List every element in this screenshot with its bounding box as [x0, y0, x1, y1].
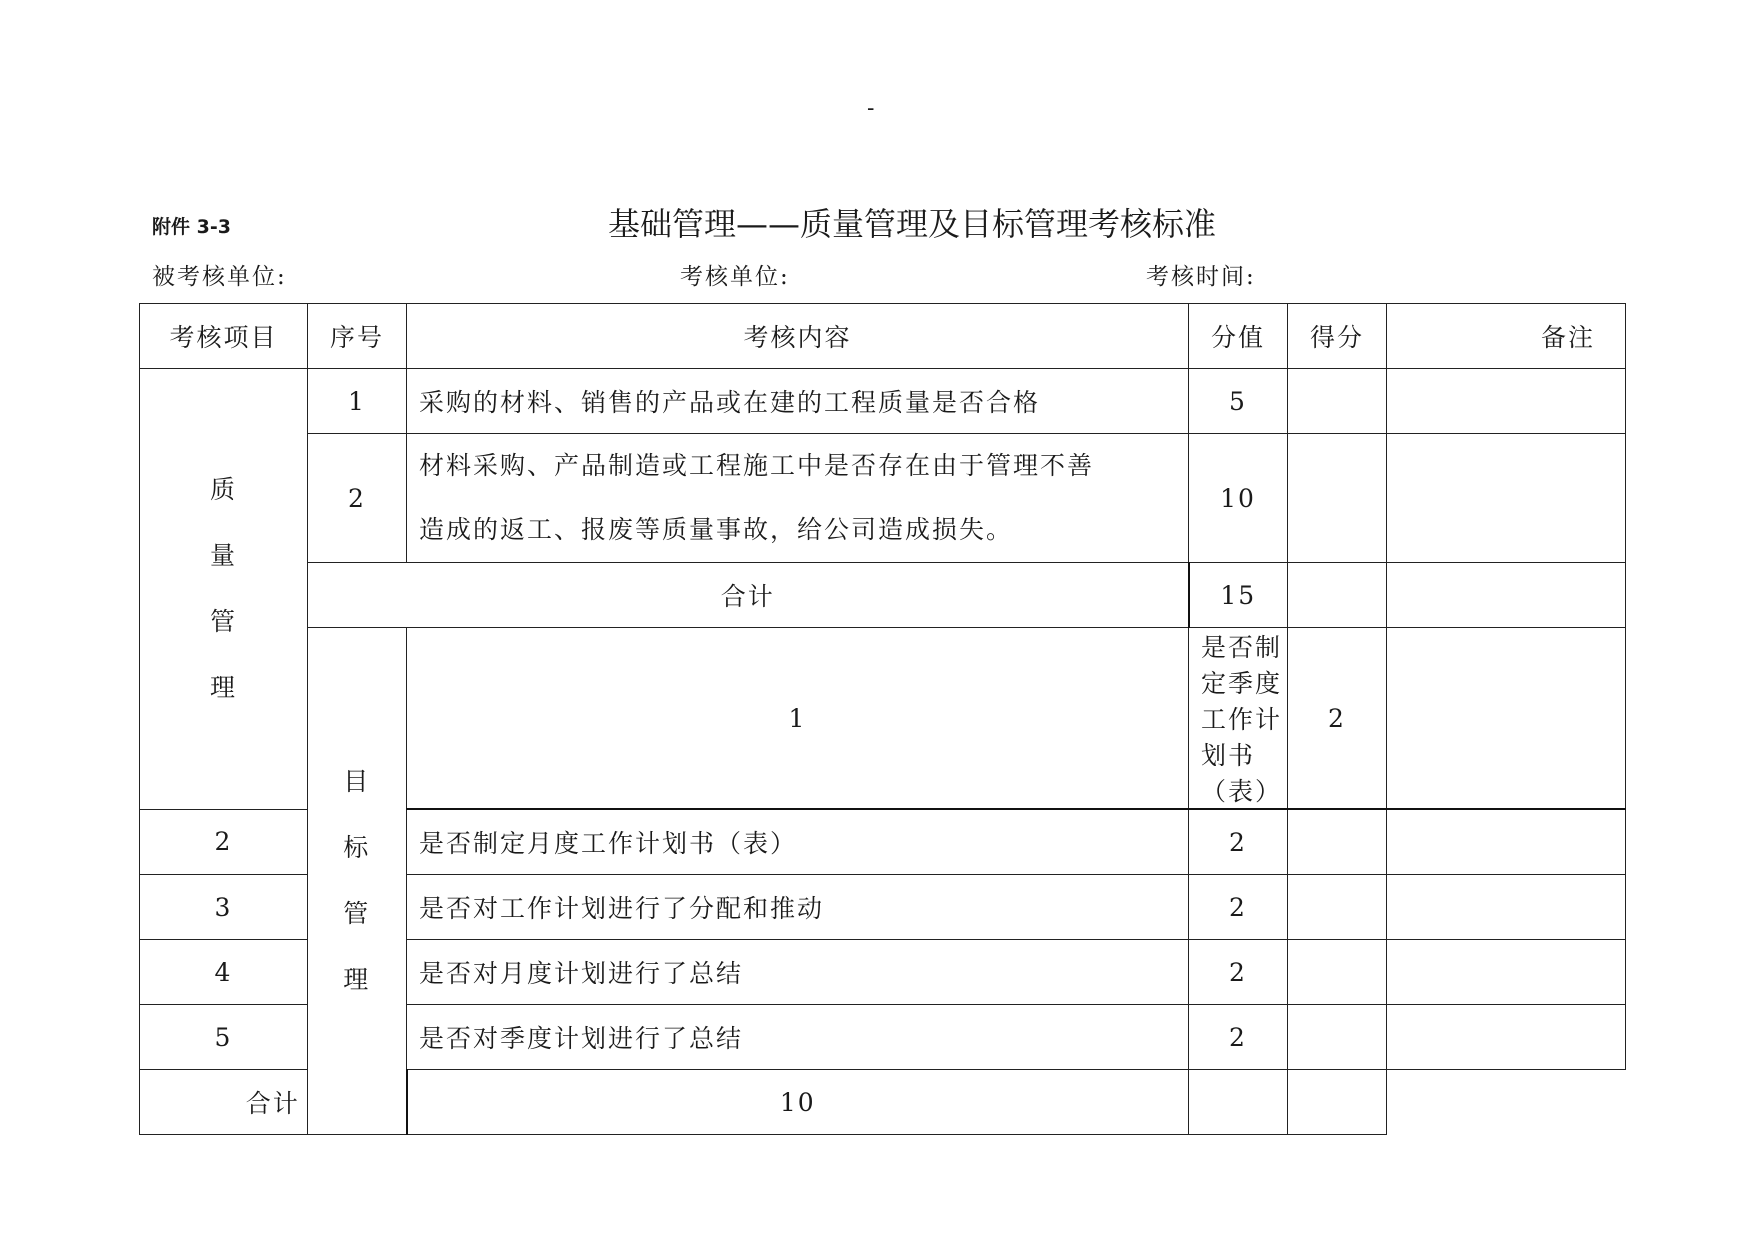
row-number: 1	[407, 628, 1189, 810]
row-score-cell[interactable]	[1288, 875, 1387, 940]
table-row	[140, 628, 1626, 810]
row-number: 5	[140, 1005, 308, 1070]
row-score-cell[interactable]	[1387, 628, 1626, 810]
total-score-cell[interactable]	[1189, 1070, 1288, 1135]
row-remarks-cell[interactable]	[1387, 434, 1626, 563]
row-points: 2	[1189, 1005, 1288, 1070]
attachment-label: 附件 3-3	[152, 216, 231, 238]
header-points: 分值	[1189, 304, 1288, 369]
row-remarks-cell[interactable]	[1387, 809, 1626, 875]
row-content: 是否对工作计划进行了分配和推动	[407, 875, 1189, 940]
row-number: 3	[140, 875, 308, 940]
row-number: 1	[308, 369, 407, 434]
row-points: 2	[1189, 940, 1288, 1005]
header-score: 得分	[1288, 304, 1387, 369]
total-points: 10	[407, 1070, 1189, 1135]
row-content: 是否制定月度工作计划书（表）	[407, 809, 1189, 875]
row-content: 是否对月度计划进行了总结	[407, 940, 1189, 1005]
row-remarks-cell[interactable]	[1387, 369, 1626, 434]
row-points: 2	[1189, 809, 1288, 875]
row-content: 采购的材料、销售的产品或在建的工程质量是否合格	[407, 369, 1189, 434]
row-points: 10	[1189, 434, 1288, 563]
document-title: 基础管理——质量管理及目标管理考核标准	[607, 205, 1216, 243]
page-dash: -	[867, 96, 875, 121]
category-char: 标	[343, 833, 371, 862]
row-remarks-cell[interactable]	[1387, 875, 1626, 940]
row-remarks-cell[interactable]	[1387, 1005, 1626, 1070]
category-char: 管	[343, 899, 371, 928]
category-char: 管	[209, 606, 237, 636]
table-row	[140, 434, 1626, 563]
category-char: 质	[209, 474, 237, 504]
row-score-cell[interactable]	[1288, 434, 1387, 563]
row-score-cell[interactable]	[1288, 809, 1387, 875]
row-content: 是否对季度计划进行了总结	[407, 1005, 1189, 1070]
row-remarks-cell[interactable]	[1387, 940, 1626, 1005]
row-points: 2	[1189, 875, 1288, 940]
row-score-cell[interactable]	[1288, 1005, 1387, 1070]
total-remarks-cell[interactable]	[1387, 563, 1626, 628]
row-content: 是否制定季度工作计划书（表）	[1189, 628, 1288, 810]
category-char: 量	[209, 540, 237, 570]
category-char: 理	[343, 965, 371, 994]
row-number: 4	[140, 940, 308, 1005]
assessor-unit-label: 考核单位:	[680, 264, 790, 290]
assessed-unit-label: 被考核单位:	[152, 264, 287, 290]
category-target	[308, 628, 407, 1135]
category-quality	[140, 369, 308, 810]
category-char: 理	[209, 672, 237, 702]
total-row	[140, 1070, 1626, 1135]
row-content	[407, 434, 1189, 563]
assessment-table	[139, 303, 1626, 1135]
table-row	[140, 369, 1626, 434]
row-points: 5	[1189, 369, 1288, 434]
total-label: 合计	[308, 563, 1189, 628]
row-score-cell[interactable]	[1288, 940, 1387, 1005]
category-char: 目	[343, 767, 371, 796]
row-content-line: 造成的返工、报废等质量事故，给公司造成损失。	[419, 515, 1014, 544]
row-content-line: 材料采购、产品制造或工程施工中是否存在由于管理不善	[419, 451, 1095, 480]
total-remarks-cell[interactable]	[1288, 1070, 1387, 1135]
row-points: 2	[1288, 628, 1387, 810]
total-label: 合计	[140, 1070, 407, 1135]
row-score-cell[interactable]	[1288, 369, 1387, 434]
header-category: 考核项目	[140, 304, 308, 369]
header-number: 序号	[308, 304, 407, 369]
header-remarks: 备注	[1387, 304, 1626, 369]
total-score-cell[interactable]	[1288, 563, 1387, 628]
assessment-time-label: 考核时间:	[1146, 264, 1256, 290]
row-number: 2	[140, 809, 308, 875]
total-points: 15	[1189, 563, 1288, 628]
row-number: 2	[308, 434, 407, 563]
header-content: 考核内容	[407, 304, 1189, 369]
header-row	[140, 304, 1626, 369]
total-row	[140, 563, 1626, 628]
